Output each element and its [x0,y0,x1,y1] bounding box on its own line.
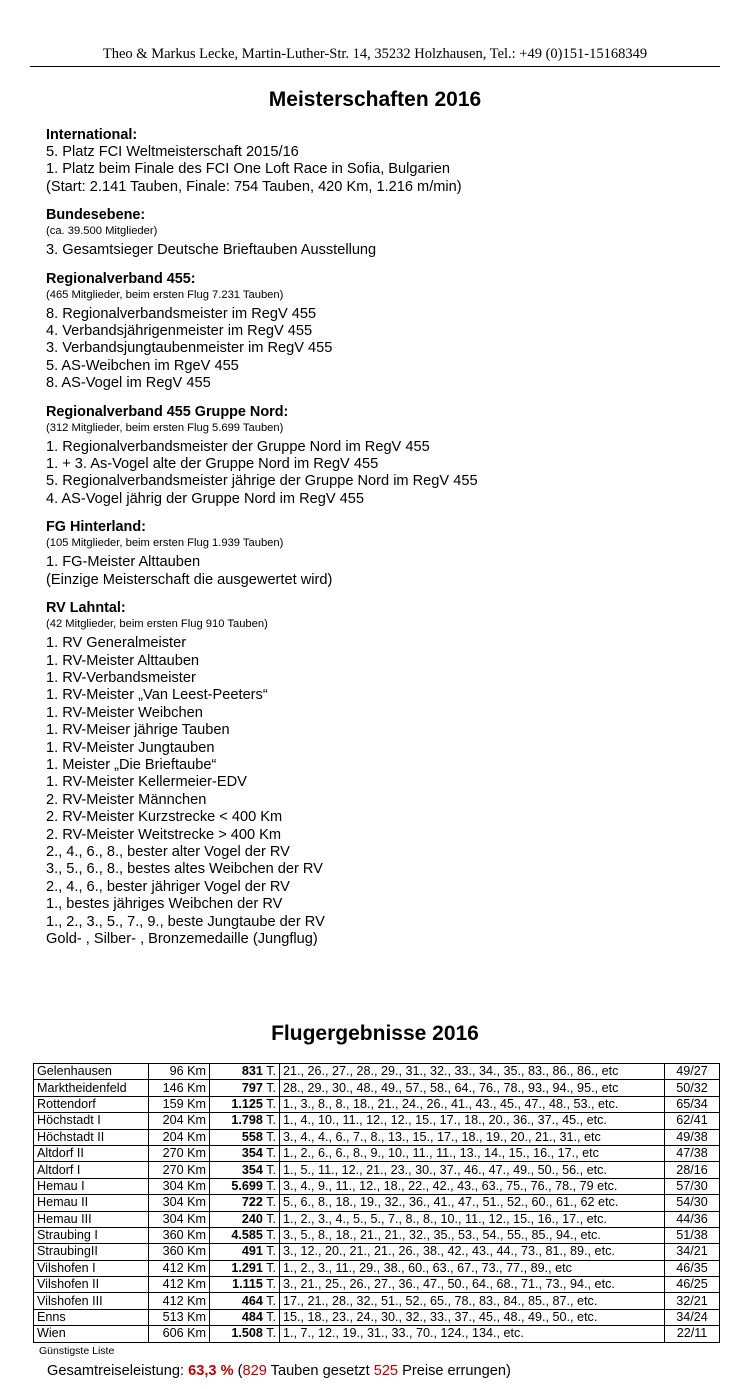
birds-count: 1.508 [231,1326,263,1341]
section-line: 3. Verbandsjungtaubenmeister im RegV 455 [46,340,333,357]
cell-birds [210,1211,280,1227]
section-line: 5. Platz FCI Weltmeisterschaft 2015/16 [46,144,299,160]
birds-count: 354 [241,1162,263,1177]
section-line: 5. Regionalverbandsmeister jährige der Gruppe Nord im RegV 455 [46,473,478,490]
section-line: (Start: 2.141 Tauben, Finale: 754 Tauben, 420 Km, 1.216 m/min) [46,178,462,195]
cell-place: Wien [34,1326,149,1342]
cell-place: Straubing I [34,1227,149,1243]
section-heading: Regionalverband 455 Gruppe Nord: [46,403,289,420]
section-line: 1., 2., 3., 5., 7., 9., beste Jungtaube der RV [46,913,325,930]
total-open: ( [233,1363,243,1379]
birds-unit: T. [266,1195,276,1210]
section-line: (Einzige Meisterschaft die ausgewertet wird) [46,571,333,588]
section-line: 1. RV-Meister Weibchen [46,704,203,721]
section-line: 1. FG-Meister Alttauben [46,554,201,571]
birds-count: 4.585 [231,1228,263,1243]
cell-distance: 360 Km [149,1227,210,1243]
section-line: 3. Gesamtsieger Deutsche Brieftauben Ausstellung [46,242,377,259]
section [46,271,726,393]
section-line: Gold- , Silber- , Bronzemedaille (Jungflug) [46,931,318,947]
birds-count: 464 [241,1293,263,1308]
flight-results-table [33,1063,720,1343]
birds-count: 240 [241,1211,263,1226]
total-prizes: 525 [373,1363,399,1379]
cell-score: 50/32 [665,1080,720,1096]
birds-unit: T. [266,1326,276,1341]
results-title: Flugergebnisse 2016 [271,1022,479,1045]
cell-distance: 412 Km [149,1260,210,1276]
cell-birds [210,1260,280,1276]
birds-unit: T. [266,1244,276,1259]
cell-place: Vilshofen II [34,1277,149,1293]
birds-unit: T. [266,1080,276,1095]
cell-birds [210,1162,280,1178]
section-heading: International: [46,127,138,143]
birds-unit: T. [266,1293,276,1308]
section-line: 2. RV-Meister Männchen [46,791,207,808]
cell-score: 49/27 [665,1064,720,1080]
section-line: 1. Platz beim Finale des FCI One Loft Race in Sofia, Bulgarien [46,161,450,178]
total-birds: 829 [242,1363,267,1379]
cell-score: 49/38 [665,1129,720,1145]
section-line: 1. Meister „Die Brieftaube“ [46,756,217,773]
table-row [34,1244,720,1260]
cell-score: 47/38 [665,1145,720,1161]
cell-place: Hemau I [34,1178,149,1194]
birds-unit: T. [266,1228,276,1243]
section-line: 1. RV-Verbandsmeister [46,669,196,686]
birds-count: 1.798 [231,1113,263,1128]
cell-place: Hemau II [34,1195,149,1211]
table-row [34,1211,720,1227]
cell-prizes: 3., 5., 8., 18., 21., 21., 32., 35., 53., 54., 55., 85., 94., etc. [280,1227,665,1243]
table-row [34,1113,720,1129]
birds-unit: T. [266,1162,276,1177]
cell-prizes: 1., 2., 3., 4., 5., 5., 7., 8., 8., 10., 11., 12., 15., 16., 17., etc. [280,1211,665,1227]
cell-prizes: 21., 26., 27., 28., 29., 31., 32., 33., 34., 35., 83., 86., 86., etc [280,1064,665,1080]
section-line: 8. AS-Vogel im RegV 455 [46,375,211,392]
cell-place: Höchstadt II [34,1129,149,1145]
cell-distance: 412 Km [149,1293,210,1309]
section-line: 2. RV-Meister Weitstrecke > 400 Km [46,826,282,843]
cell-place: Höchstadt I [34,1113,149,1129]
cell-prizes: 3., 4., 9., 11., 12., 18., 22., 42., 43., 63., 75., 76., 78., 79 etc. [280,1178,665,1194]
cell-distance: 159 Km [149,1096,210,1112]
cell-birds [210,1227,280,1243]
birds-unit: T. [266,1260,276,1275]
letterhead-address: Theo & Markus Lecke, Martin-Luther-Str. 14, 35232 Holzhausen, Tel.: +49 (0)151-15168349 [102,46,648,62]
section-line: 4. AS-Vogel jährig der Gruppe Nord im RegV 455 [46,490,364,507]
birds-count: 354 [241,1146,263,1161]
total-performance [47,1363,511,1379]
cell-distance: 304 Km [149,1178,210,1194]
cell-prizes: 1., 4., 10., 11., 12., 12., 15., 17., 18., 20., 36., 37., 45., etc. [280,1113,665,1129]
cell-birds [210,1326,280,1342]
cell-place: Altdorf II [34,1145,149,1161]
cell-distance: 606 Km [149,1326,210,1342]
section-line: 2., 4., 6., 8., bester alter Vogel der RV [46,843,290,860]
cell-score: 28/16 [665,1162,720,1178]
cell-score: 22/11 [665,1326,720,1342]
cell-birds [210,1064,280,1080]
table-row [34,1178,720,1194]
cell-distance: 513 Km [149,1309,210,1325]
cell-distance: 270 Km [149,1162,210,1178]
cell-score: 46/35 [665,1260,720,1276]
total-label: Gesamtreiseleistung: [47,1363,189,1379]
cell-distance: 304 Km [149,1211,210,1227]
table-row [34,1227,720,1243]
cell-place: Marktheidenfeld [34,1080,149,1096]
section-line: 1. RV-Meister Kellermeier-EDV [46,774,247,791]
cell-birds [210,1096,280,1112]
cell-distance: 204 Km [149,1113,210,1129]
table-row [34,1064,720,1080]
table-row [34,1080,720,1096]
championships-list [46,127,726,959]
cell-score: 44/36 [665,1211,720,1227]
section-line: 1. + 3. As-Vogel alte der Gruppe Nord im RegV 455 [46,456,379,473]
cell-prizes: 1., 5., 11., 12., 21., 23., 30., 37., 46., 47., 49., 50., 56., etc. [280,1162,665,1178]
cell-prizes: 17., 21., 28., 32., 51., 52., 65., 78., 83., 84., 85., 87., etc. [280,1293,665,1309]
cell-birds [210,1113,280,1129]
section-subtitle: (42 Mitglieder, beim ersten Flug 910 Tauben) [46,618,268,631]
cell-prizes: 15., 18., 23., 24., 30., 32., 33., 37., 45., 48., 49., 50., etc. [280,1309,665,1325]
birds-unit: T. [266,1096,276,1111]
section-line: 1. RV Generalmeister [46,635,187,652]
cell-prizes: 1., 3., 8., 8., 18., 21., 24., 26., 41., 43., 45., 47., 48., 53., etc. [280,1096,665,1112]
cell-place: Vilshofen III [34,1293,149,1309]
cell-birds [210,1080,280,1096]
birds-unit: T. [266,1277,276,1292]
cell-prizes: 3., 4., 4., 6., 7., 8., 13., 15., 17., 18., 19., 20., 21., 31., etc [280,1129,665,1145]
birds-unit: T. [266,1211,276,1226]
birds-count: 558 [241,1129,263,1144]
table-row [34,1260,720,1276]
section-line: 1. RV-Meister Jungtauben [46,739,215,756]
cell-score: 46/25 [665,1277,720,1293]
section [46,127,726,196]
cell-score: 32/21 [665,1293,720,1309]
section [46,207,726,259]
section-subtitle: (105 Mitglieder, beim ersten Flug 1.939 Tauben) [46,537,284,550]
birds-count: 1.291 [231,1260,263,1275]
section [46,404,726,509]
cell-distance: 412 Km [149,1277,210,1293]
cell-place: Hemau III [34,1211,149,1227]
championships-title: Meisterschaften 2016 [268,88,482,111]
section-subtitle: (ca. 39.500 Mitglieder) [46,225,158,238]
table-row [34,1129,720,1145]
birds-unit: T. [266,1113,276,1128]
cell-distance: 146 Km [149,1080,210,1096]
cell-birds [210,1244,280,1260]
cell-place: Gelenhausen [34,1064,149,1080]
table-row [34,1145,720,1161]
cell-birds [210,1277,280,1293]
cell-score: 62/41 [665,1113,720,1129]
cell-prizes: 28., 29., 30., 48., 49., 57., 58., 64., 76., 78., 93., 94., 95., etc [280,1080,665,1096]
cell-prizes: 1., 2., 6., 6., 8., 9., 10., 11., 11., 13., 14., 15., 16., 17., etc [280,1145,665,1161]
cell-prizes: 5., 6., 8., 18., 19., 32., 36., 41., 47., 51., 52., 60., 61., 62 etc. [280,1195,665,1211]
cell-score: 57/30 [665,1178,720,1194]
cell-birds [210,1178,280,1194]
note-cheapest-list: Günstigste Liste [39,1345,115,1357]
table-row [34,1162,720,1178]
cell-place: Enns [34,1309,149,1325]
cell-prizes: 1., 7., 12., 19., 31., 33., 70., 124., 134., etc. [280,1326,665,1342]
cell-prizes: 3., 21., 25., 26., 27., 36., 47., 50., 64., 68., 71., 73., 94., etc. [280,1277,665,1293]
birds-count: 797 [241,1080,263,1095]
cell-distance: 304 Km [149,1195,210,1211]
table-row [34,1309,720,1325]
cell-birds [210,1195,280,1211]
section [46,519,726,589]
birds-unit: T. [266,1064,276,1079]
cell-score: 34/24 [665,1309,720,1325]
cell-birds [210,1129,280,1145]
section-line: 1. RV-Meiser jährige Tauben [46,722,230,739]
section-line: 2. RV-Meister Kurzstrecke < 400 Km [46,809,283,826]
cell-score: 65/34 [665,1096,720,1112]
section-line: 4. Verbandsjährigenmeister im RegV 455 [46,323,313,340]
cell-distance: 204 Km [149,1129,210,1145]
total-birds-text: Tauben gesetzt [266,1363,374,1379]
cell-birds [210,1145,280,1161]
birds-unit: T. [266,1146,276,1161]
section-line: 2., 4., 6., bester jähriger Vogel der RV [46,878,290,895]
section-line: 1. RV-Meister „Van Leest-Peeters“ [46,687,268,704]
section-line: 1., bestes jähriges Weibchen der RV [46,896,283,913]
section-subtitle: (312 Mitglieder, beim ersten Flug 5.699 Tauben) [46,421,284,434]
section-heading: Bundesebene: [46,207,146,224]
table-row [34,1195,720,1211]
cell-birds [210,1309,280,1325]
section-subtitle: (465 Mitglieder, beim ersten Flug 7.231 Tauben) [46,288,284,301]
table-row [34,1096,720,1112]
section-heading: RV Lahntal: [46,600,126,617]
table-row [34,1277,720,1293]
cell-place: Altdorf I [34,1162,149,1178]
table-row [34,1326,720,1342]
birds-count: 722 [241,1195,263,1210]
cell-place: StraubingII [34,1244,149,1260]
section-heading: Regionalverband 455: [46,270,196,287]
section-line: 1. RV-Meister Alttauben [46,652,200,669]
birds-count: 1.125 [231,1096,263,1111]
cell-distance: 270 Km [149,1145,210,1161]
cell-distance: 96 Km [149,1064,210,1080]
section-line: 3., 5., 6., 8., bestes altes Weibchen der RV [46,861,323,878]
cell-birds [210,1293,280,1309]
cell-score: 34/21 [665,1244,720,1260]
section-heading: FG Hinterland: [46,519,146,536]
birds-count: 1.115 [232,1277,263,1292]
cell-place: Vilshofen I [34,1260,149,1276]
birds-count: 5.699 [231,1178,263,1193]
cell-score: 54/30 [665,1195,720,1211]
section [46,600,726,948]
section-line: 5. AS-Weibchen im RgeV 455 [46,357,239,374]
section-line: 8. Regionalverbandsmeister im RegV 455 [46,305,317,322]
birds-count: 484 [241,1310,263,1325]
header-divider [30,66,720,67]
section-line: 1. Regionalverbandsmeister der Gruppe Nord im RegV 455 [46,438,430,455]
cell-distance: 360 Km [149,1244,210,1260]
total-prizes-text: Preise errungen) [398,1363,511,1379]
total-percent: 63,3 % [188,1363,234,1379]
birds-unit: T. [266,1178,276,1193]
birds-unit: T. [266,1310,276,1325]
birds-unit: T. [266,1129,276,1144]
birds-count: 491 [241,1244,263,1259]
cell-prizes: 3., 12., 20., 21., 21., 26., 38., 42., 43., 44., 73., 81., 89., etc. [280,1244,665,1260]
birds-count: 831 [241,1064,263,1079]
cell-score: 51/38 [665,1227,720,1243]
table-row [34,1293,720,1309]
cell-place: Rottendorf [34,1096,149,1112]
cell-prizes: 1., 2., 3., 11., 29., 38., 60., 63., 67., 73., 77., 89., etc [280,1260,665,1276]
